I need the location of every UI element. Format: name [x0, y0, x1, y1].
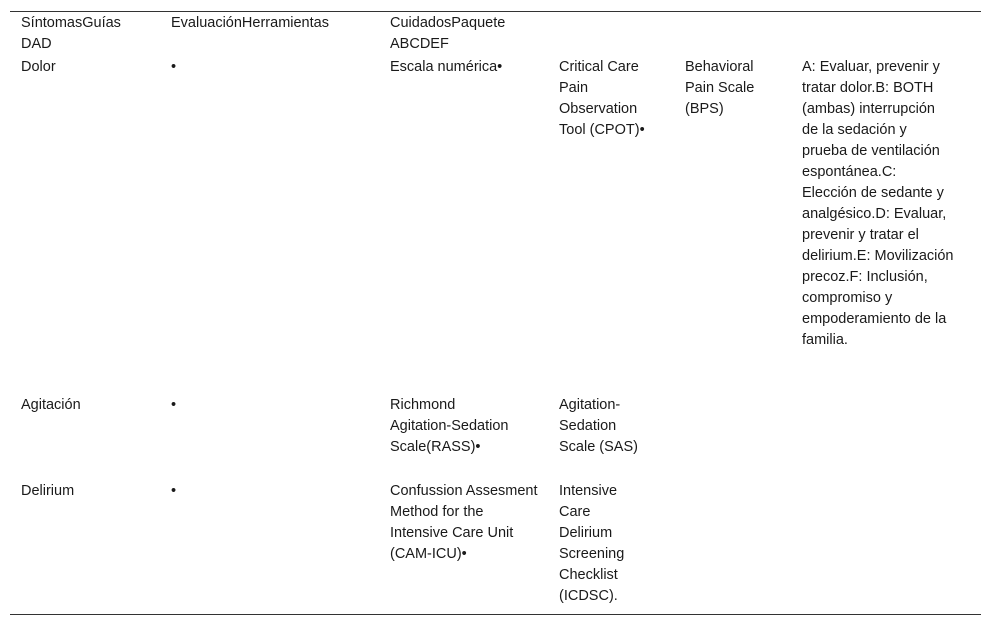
- row-agitacion-sas: Agitation-Sedation Scale (SAS): [559, 397, 638, 455]
- row-delirium-cam-icu: Confussion Assesment Method for the Intensive Care Unit (CAM-ICU)•: [390, 483, 538, 562]
- header-cuidados: CuidadosPaquete ABCDEF: [390, 15, 506, 52]
- row-dolor-bps: Behavioral Pain Scale (BPS): [685, 59, 755, 117]
- header-sintomas: SíntomasGuías DAD: [21, 15, 121, 52]
- row-dolor-abcdef: A: Evaluar, prevenir y tratar dolor.B: BOTH (ambas) interrupción de la sedación y prueba de ventilación espontánea.C: Elección de sedante y analgésico.D: Evaluar, prevenir y tratar el delirium.E: Movilización precoz.F: Inclusión, compromiso y empoderamiento de la familia.: [802, 59, 954, 348]
- row-agitacion-bullet: •: [171, 397, 177, 413]
- row-agitacion-rass: Richmond Agitation-Sedation Scale(RASS)•: [390, 397, 509, 455]
- data-table: [10, 11, 981, 615]
- row-dolor-bullet: •: [171, 59, 177, 75]
- row-delirium-icdsc: Intensive Care Delirium Screening Checklist (ICDSC).: [559, 483, 625, 604]
- row-dolor-escala: Escala numérica•: [390, 59, 503, 75]
- row-agitacion-sintoma: Agitación: [21, 397, 81, 413]
- header-evaluacion: EvaluaciónHerramientas: [171, 15, 329, 31]
- row-delirium-bullet: •: [171, 483, 177, 499]
- row-dolor-sintoma: Dolor: [21, 59, 56, 75]
- row-delirium-sintoma: Delirium: [21, 483, 75, 499]
- row-dolor-cpot: Critical Care Pain Observation Tool (CPOT)•: [559, 59, 645, 138]
